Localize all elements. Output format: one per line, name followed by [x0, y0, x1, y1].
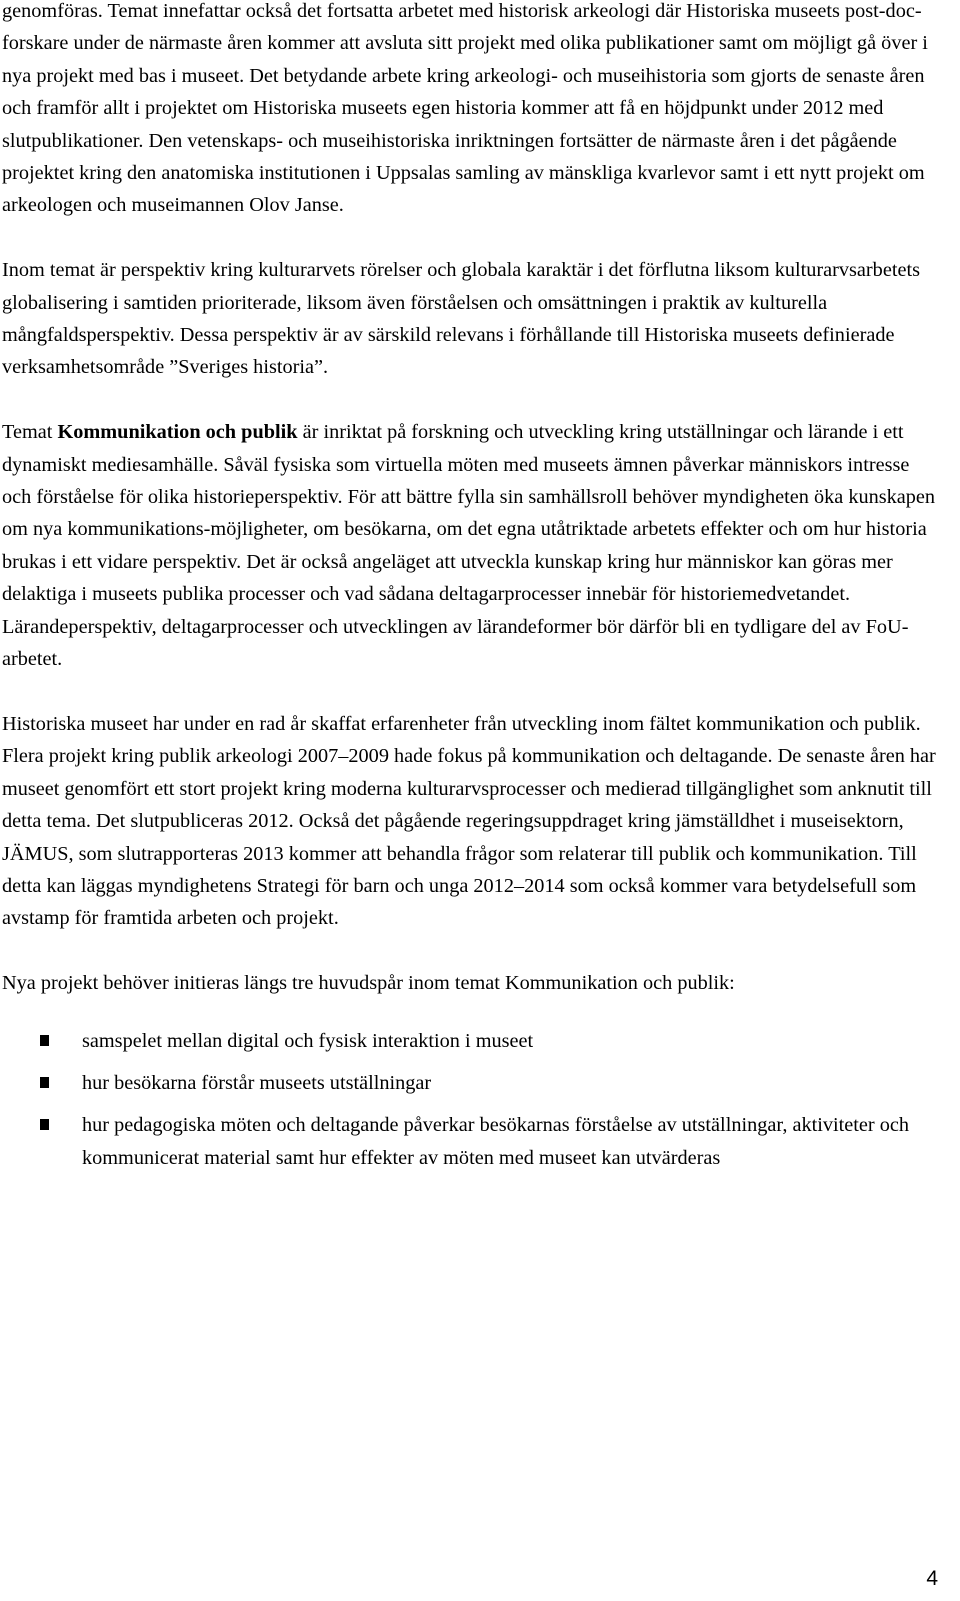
square-bullet-icon [40, 1077, 49, 1088]
list-item [2, 1109, 937, 1174]
paragraph [2, 254, 937, 384]
paragraph-text: Nya projekt behöver initieras längs tre huvudspår inom temat Kommunikation och publik: [2, 972, 735, 995]
bullet-list [2, 1025, 937, 1175]
paragraph-text: Historiska museet har under en rad år skaffat erfarenheter från utveckling inom fältet kommunikation och publik. Flera projekt kring publik arkeologi 2007–2009 hade fokus på kommunikation och deltagande. De senaste åren har museet genomfört ett stort projekt kring moderna kulturarvsprocesser och medierad tillgänglighet som anknutit till detta tema. Det slutpubliceras 2012. Också det pågående regeringsuppdraget kring jämställdhet i museisektorn, JÄMUS, som slutrapporteras 2013 kommer att behandla frågor som relaterar till publik och kommunikation. Till detta kan läggas myndighetens Strategi för barn och unga 2012–2014 som också kommer vara betydelsefull som avstamp för framtida arbeten och projekt. [2, 712, 936, 930]
page-number: 4 [926, 1567, 938, 1590]
list-item-text: hur pedagogiska möten och deltagande påverkar besökarnas förståelse av utställningar, aktiviteter och kommunicerat material samt hur effekter av möten med museet kan utvärderas [82, 1114, 910, 1169]
square-bullet-icon [40, 1035, 49, 1046]
document-page [2, 0, 937, 1184]
paragraph [2, 967, 937, 999]
square-bullet-icon [40, 1119, 49, 1130]
paragraph-text: genomföras. Temat innefattar också det fortsatta arbetet med historisk arkeologi där Historiska museets post-doc-forskare under de närmaste åren kommer att avsluta sitt projekt med olika publikationer samt om möjligt gå över i nya projekt med bas i museet. Det betydande arbete kring arkeologi- och museihistoria som gjorts de senaste åren och framför allt i projektet om Historiska museets egen historia kommer att få en höjdpunkt under 2012 med slutpublikationer. Den vetenskaps- och museihistoriska inriktningen fortsätter de närmaste åren i det pågående projektet kring den anatomiska institutionen i Uppsalas samling av mänskliga kvarlevor samt i ett nytt projekt om arkeologen och museimannen Olov Janse. [2, 0, 928, 217]
paragraph-text: är inriktat på forskning och utveckling kring utställningar och lärande i ett dynamiskt mediesamhälle. Såväl fysiska som virtuella möten med museets ämnen påverkar människors intresse och förståelse för olika historieperspektiv. För att bättre fylla sin samhällsroll behöver myndigheten öka kunskapen om nya kommunikations-möjligheter, om besökarna, om det egna utåtriktade arbetets effekter och om hur historia brukas i ett vidare perspektiv. Det är också angeläget att utveckla kunskap kring hur människor kan göras mer delaktiga i museets publika processer och vad sådana deltagarprocesser innebär för historiemedvetandet. Lärandeperspektiv, deltagarprocesser och utvecklingen av lärandeformer bör därför bli en tydligare del av FoU-arbetet. [2, 421, 936, 671]
paragraph-text: Temat [2, 421, 58, 444]
list-item-text: samspelet mellan digital och fysisk interaktion i museet [82, 1029, 534, 1052]
paragraph-text: Inom temat är perspektiv kring kulturarvets rörelser och globala karaktär i det förflutna liksom kulturarvsarbetets globalisering i samtiden prioriterade, liksom även förståelsen och omsättningen i praktik av kulturella mångfaldsperspektiv. Dessa perspektiv är av särskild relevans i förhållande till Historiska museets definierade verksamhetsområde ”Sveriges historia”. [2, 259, 920, 379]
list-item [2, 1067, 937, 1099]
paragraph [2, 0, 937, 222]
list-item [2, 1025, 937, 1057]
theme-title-bold: Kommunikation och publik [57, 421, 298, 444]
list-item-text: hur besökarna förstår museets utställningar [82, 1071, 432, 1094]
paragraph [2, 416, 937, 675]
paragraph [2, 708, 937, 935]
